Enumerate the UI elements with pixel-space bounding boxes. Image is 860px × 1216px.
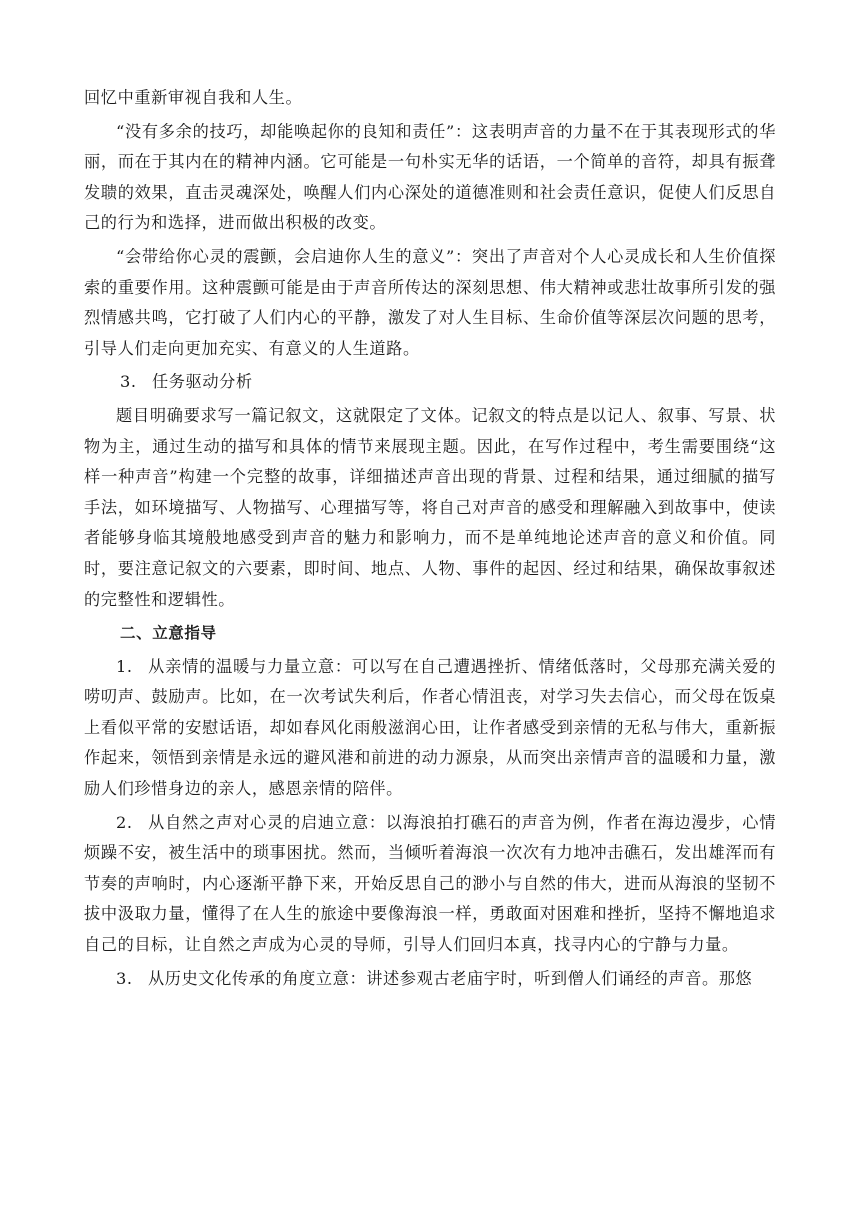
list-item-text: 从亲情的温暖与力量立意：可以写在自己遭遇挫折、情绪低落时，父母那充满关爱的唠叨声、鼓励声。比如，在一次考试失利后，作者心情沮丧，对学习失去信心，而父母在饭桌上看似平常的安慰话语，却如春风化雨般滋润心田，让作者感受到亲情的无私与伟大，重新振作起来，领悟到亲情是永远的避风港和前进的动力源泉，从而突出亲情声音的温暖和力量，激励人们珍惜身边的亲人，感恩亲情的陪伴。: [84, 656, 776, 799]
document-body: [84, 83, 776, 997]
subheading-text: 任务驱动分析: [152, 372, 253, 392]
paragraph-continuation: 回忆中重新审视自我和人生。: [84, 88, 303, 107]
list-item-number: 2.: [116, 812, 133, 832]
list-item-family: [84, 652, 776, 805]
subheading-number: 3.: [120, 372, 137, 392]
list-item-text: 从自然之声对心灵的启迪立意：以海浪拍打礁石的声音为例，作者在海边漫步，心情烦躁不安，被生活中的琐事困扰。然而，当倾听着海浪一次次有力地冲击礁石，发出雄浑而有节奏的声响时，内心逐渐平静下来，开始反思自己的渺小与自然的伟大，进而从海浪的坚韧不拔中汲取力量，懂得了在人生的旅途中要像海浪一样，勇敢面对困难和挫折，坚持不懈地追求自己的目标，让自然之声成为心灵的导师，引导人们回归本真，找寻内心的宁静与力量。: [84, 812, 776, 955]
paragraph-task-analysis: 题目明确要求写一篇记叙文，这就限定了文体。记叙文的特点是以记人、叙事、写景、状物为主，通过生动的描写和具体的情节来展现主题。因此，在写作过程中，考生需要围绕“这样一种声音”构建一个完整的故事，详细描述声音出现的背景、过程和结果，通过细腻的描写手法，如环境描写、人物描写、心理描写等，将自己对声音的感受和理解融入到故事中，使读者能够身临其境般地感受到声音的魅力和影响力，而不是单纯地论述声音的意义和价值。同时，要注意记叙文的六要素，即时间、地点、人物、事件的起因、经过和结果，确保故事叙述的完整性和逻辑性。: [84, 405, 776, 609]
list-item-number: 3.: [116, 968, 133, 988]
list-item-number: 1.: [116, 656, 133, 676]
list-item-history: [84, 964, 776, 995]
paragraph-soul-tremor: “会带给你心灵的震颤，会启迪你人生的意义”：突出了声音对个人心灵成长和人生价值探索的重要作用。这种震颤可能是由于声音所传达的深刻思想、伟大精神或悲壮故事所引发的强烈情感共鸣，它打破了人们内心的平静，激发了对人生目标、生命价值等深层次问题的思考，引导人们走向更加充实、有意义的人生道路。: [84, 246, 776, 358]
section-heading-theme-guidance: 二、立意指导: [120, 624, 217, 643]
list-item-nature: [84, 808, 776, 961]
paragraph-conscience: “没有多余的技巧，却能唤起你的良知和责任”：这表明声音的力量不在于其表现形式的华丽，而在于其内在的精神内涵。它可能是一句朴实无华的话语，一个简单的音符，却具有振聋发聩的效果，直击灵魂深处，唤醒人们内心深处的道德准则和社会责任意识，促使人们反思自己的行为和选择，进而做出积极的改变。: [84, 121, 776, 233]
list-item-text: 从历史文化传承的角度立意：讲述参观古老庙宇时，听到僧人们诵经的声音。那悠: [148, 968, 753, 988]
subheading-task-analysis: [84, 367, 776, 398]
